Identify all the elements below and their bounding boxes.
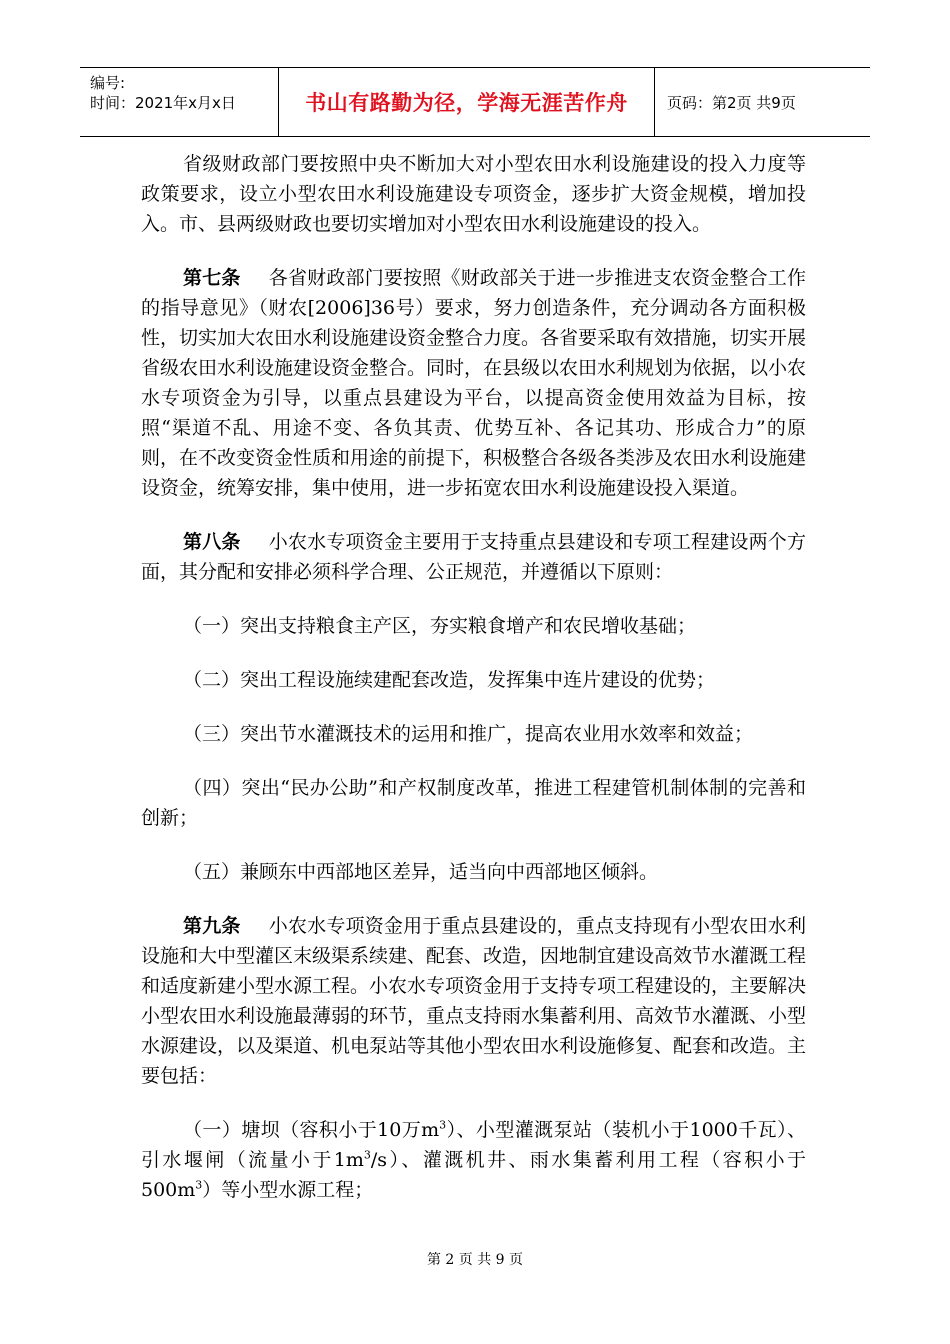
article-9 (141, 911, 806, 1091)
header-meta-cell (80, 68, 279, 136)
article-7-text: 各省财政部门要按照《财政部关于进一步推进支农资金整合工作的指导意见》（财农[2006]36号）要求，努力创造条件，充分调动各方面积极性，切实加大农田水利设施建设资金整合力度。各省要采取有效措施，切实开展省级农田水利设施建设资金整合。同时，在县级以农田水利规划为依据，以小农水专项资金为引导，以重点县建设为平台，以提高资金使用效益为目标，按照“渠道不乱、用途不变、各负其责、优势互补、各记其功、形成合力”的原则，在不改变资金性质和用途的前提下，积极整合各级各类涉及农田水利设施建设资金，统筹安排，集中使用，进一步拓宽农田水利设施建设投入渠道。 (141, 267, 807, 499)
principle-item-1: （一）突出支持粮食主产区，夯实粮食增产和农民增收基础； (183, 615, 697, 637)
header-motto-cell (279, 68, 655, 136)
header-table (80, 67, 870, 137)
article-7-title: 第七条 (183, 267, 241, 289)
article-9-title: 第九条 (183, 915, 241, 937)
header-page-cell (655, 68, 870, 136)
article-8-title: 第八条 (183, 531, 241, 553)
motto-text: 书山有路勤为径，学海无涯苦作舟 (305, 91, 628, 115)
principle-item-5: （五）兼顾东中西部地区差异，适当向中西部地区倾斜。 (183, 861, 659, 883)
principle-item-2: （二）突出工程设施续建配套改造，发挥集中连片建设的优势； (183, 669, 716, 691)
article-8-text: 小农水专项资金主要用于支持重点县建设和专项工程建设两个方面，其分配和安排必须科学合理、公正规范，并遵循以下原则： (141, 531, 806, 583)
superscript-3: 3 (439, 1118, 447, 1132)
article-7 (141, 263, 806, 503)
article-8 (141, 527, 806, 587)
time-label: 时间：2021年x月x日 (90, 94, 236, 112)
superscript-3: 3 (195, 1178, 203, 1192)
number-label: 编号: (90, 74, 126, 92)
document-body (141, 149, 806, 1229)
project-item-1-part-c: /s）、灌溉机井、雨水集蓄利用工程（容积小于500m (141, 1149, 806, 1201)
project-item-1-part-b: ）、小型灌溉泵站（装机小于1000千瓦）、引水堰闸（流量小于1m (141, 1119, 806, 1171)
principle-item-4: （四）突出“民办公助”和产权制度改革，推进工程建管机制体制的完善和创新； (141, 777, 806, 829)
article-9-text: 小农水专项资金用于重点县建设的，重点支持现有小型农田水利设施和大中型灌区末级渠系续建、配套、改造，因地制宜建设高效节水灌溉工程和适度新建小型水源工程。小农水专项资金用于支持专项工程建设的，主要解决小型农田水利设施最薄弱的环节，重点支持雨水集蓄利用、高效节水灌溉、小型水源建设，以及渠道、机电泵站等其他小型农田水利设施修复、配套和改造。主要包括： (141, 915, 807, 1087)
superscript-3: 3 (363, 1148, 371, 1162)
page-info: 页码：第2页 共9页 (667, 93, 796, 112)
project-item-1-part-a: （一）塘坝（容积小于10万m (183, 1119, 440, 1141)
principle-item-3: （三）突出节水灌溉技术的运用和推广，提高农业用水效率和效益； (183, 723, 754, 745)
page-footer: 第 2 页 共 9 页 (426, 1252, 524, 1268)
project-item-1 (141, 1115, 806, 1205)
project-item-1-part-d: ）等小型水源工程； (202, 1179, 374, 1201)
paragraph-intro: 省级财政部门要按照中央不断加大对小型农田水利设施建设的投入力度等政策要求，设立小型农田水利设施建设专项资金，逐步扩大资金规模，增加投入。市、县两级财政也要切实增加对小型农田水利设施建设的投入。 (141, 153, 806, 235)
